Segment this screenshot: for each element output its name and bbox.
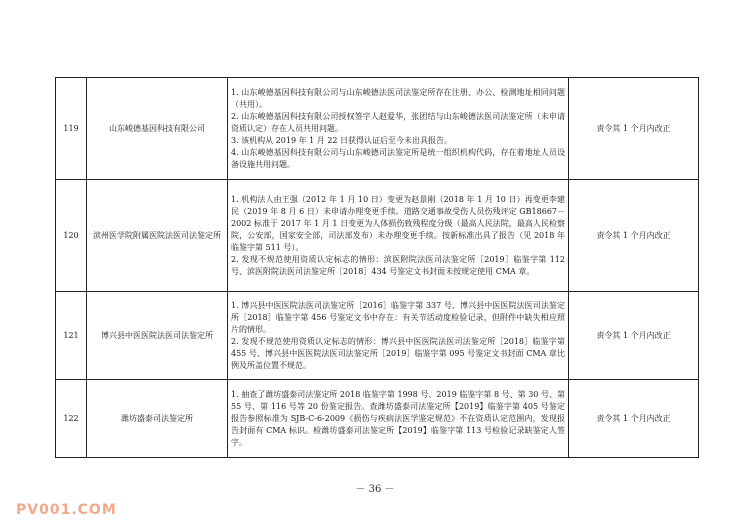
issue-item: 1. 山东峻德基因科技有限公司与山东峻德法医司法鉴定所存在注册、办公、检测地址相同问题（共用）。 bbox=[231, 87, 565, 109]
institution-name: 潍坊盛泰司法鉴定所 bbox=[87, 380, 228, 458]
watermark-logo: PV001.COM bbox=[16, 502, 117, 518]
issue-item: 1. 博兴县中医医院法医司法鉴定所［2016］临鉴字第 337 号、博兴县中医医院法医司法鉴定所［2018］临鉴字第 456 号鉴定文书中存在：有关节活动度检验记录，但附件中缺失相应照片的情形。 bbox=[231, 300, 565, 334]
issue-item: 1. 抽查了潍坊盛泰司法鉴定所 2018 临鉴字第 1998 号、2019 临鉴字第 8 号、第 30 号、第 55 号、第 116 号等 20 份鉴定报告。查潍坊盛泰司法鉴定所【2019】临鉴字第 405 号鉴定报告参照标准为 SJB-C-6-2009《损伤与疾病法医学鉴定规范》不在资质认定范围内，发现报告封面有 CMA 标识。检潍坊盛泰司法鉴定所【2019】临鉴字第 113 号检验记录缺鉴定人签字。 bbox=[231, 389, 565, 447]
issue-item: 2. 山东峻德基因科技有限公司授权签字人赵爱华，张团结与山东峻德法医司法鉴定所（未申请资质认定）存在人员共用问题。 bbox=[231, 111, 565, 133]
institution-name: 山东峻德基因科技有限公司 bbox=[87, 78, 228, 180]
row-number: 119 bbox=[56, 78, 87, 180]
rectification-measure: 责令其 1 个月内改正 bbox=[569, 180, 699, 292]
page-number: － 36 － bbox=[355, 484, 395, 495]
issue-item: 3. 该机构从 2019 年 1 月 22 日获得认证后至今未出具报告。 bbox=[231, 135, 453, 145]
institution-name: 博兴县中医医院法医司法鉴定所 bbox=[87, 292, 228, 380]
table-row-121 bbox=[56, 292, 699, 380]
issues-cell bbox=[228, 78, 569, 180]
table-row-122 bbox=[56, 380, 699, 458]
institution-name: 滨州医学院附属医院法医司法鉴定所 bbox=[87, 180, 228, 292]
table-row-120 bbox=[56, 180, 699, 292]
issues-cell bbox=[228, 180, 569, 292]
issues-cell bbox=[228, 292, 569, 380]
rectification-measure: 责令其 1 个月内改正 bbox=[569, 380, 699, 458]
row-number: 121 bbox=[56, 292, 87, 380]
issue-item: 1. 机构法人由王强（2012 年 1 月 10 日）变更为赵景刚（2018 年 1 月 10 日）再变更李建民（2019 年 8 月 6 日）未申请办理变更手续。道路交通事故受伤人员伤残评定 GB18667－2002 标准于 2017 年 1 月 1 日变更为人体损伤致残程度分级（最高人民法院，最高人民检察院，公安部，国家安全部，司法部发布）未办理变更手续。按新标准出具了报告（见 2018 年临鉴字第 511 号）。 bbox=[231, 194, 565, 252]
issue-item: 4. 山东峻德基因科技有限公司与山东峻德司法鉴定所是统一组织机构代码，存在着地址人员设备设施共用问题。 bbox=[231, 147, 565, 169]
table-row-119 bbox=[56, 78, 699, 180]
row-number: 122 bbox=[56, 380, 87, 458]
issues-cell bbox=[228, 380, 569, 458]
rectification-measure: 责令其 1 个月内改正 bbox=[569, 78, 699, 180]
rectification-measure: 责令其 1 个月内改正 bbox=[569, 292, 699, 380]
issue-item: 2. 发现不规范使用资质认定标志的情形：博兴县中医医院法医司法鉴定所［2018］临鉴字第 455 号、博兴县中医医院法医司法鉴定所［2019］临鉴字第 095 号鉴定文书封面 CMA 章比例及所盖位置不规范。 bbox=[231, 336, 565, 370]
issue-item: 2. 发现不规范使用资质认定标志的情形：滨医附院法医司法鉴定所［2019］临鉴字第 112 号、滨医附院法医司法鉴定所［2018］434 号鉴定文书封面未按规定使用 CMA 章。 bbox=[231, 254, 565, 276]
inspection-table bbox=[55, 77, 699, 458]
row-number: 120 bbox=[56, 180, 87, 292]
